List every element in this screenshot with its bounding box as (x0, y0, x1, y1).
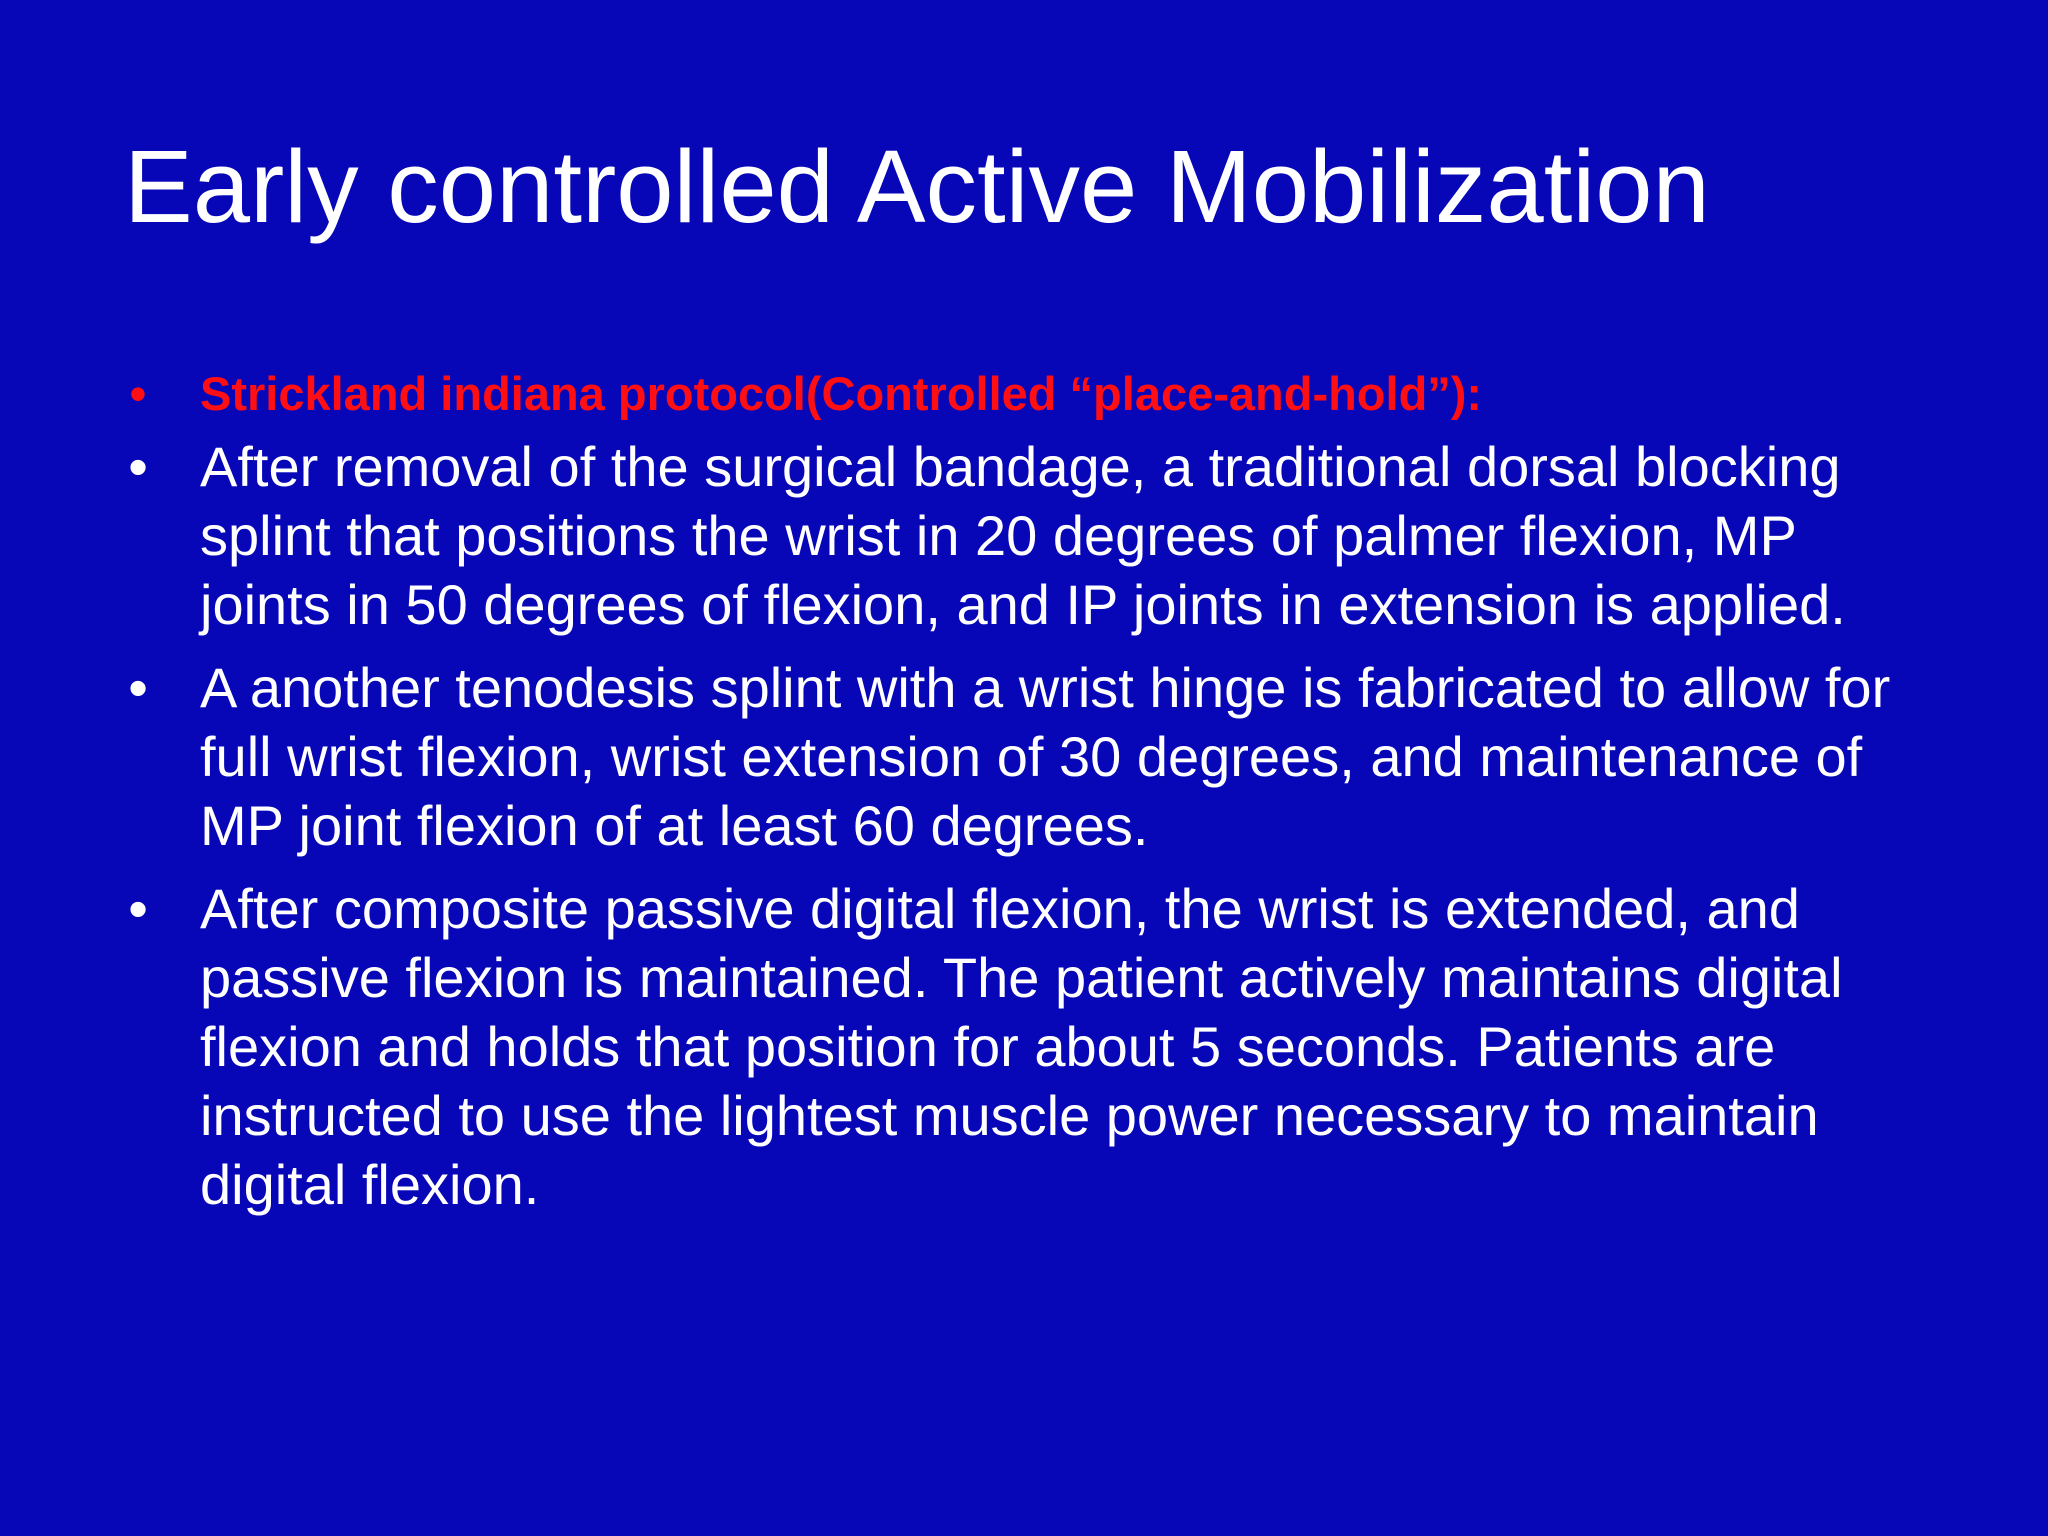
bullet-item-splint (118, 432, 1918, 639)
bullet-marker: • (128, 656, 148, 719)
bullet-item-flexion (118, 874, 1918, 1219)
bullet-marker: • (129, 367, 147, 420)
bullet-text: Strickland indiana protocol(Controlled “place-and-hold”): (200, 367, 1483, 420)
bullet-item-protocol (118, 360, 1918, 428)
bullet-item-tenodesis (118, 653, 1918, 860)
bullet-list (118, 360, 1918, 1233)
bullet-text: A another tenodesis splint with a wrist hinge is fabricated to allow for full wrist flexion, wrist extension of 30 degrees, and maintenance of MP joint flexion of at least 60 degrees. (200, 656, 1891, 857)
bullet-text: After composite passive digital flexion, the wrist is extended, and passive flexion is maintained. The patient actively maintains digital flexion and holds that position for about 5 seconds. Patients are instructed to use the lightest muscle power necessary to maintain digital flexion. (200, 877, 1843, 1216)
slide-title: Early controlled Active Mobilization (124, 129, 1710, 244)
bullet-marker: • (128, 435, 148, 498)
bullet-text: After removal of the surgical bandage, a traditional dorsal blocking splint that positions the wrist in 20 degrees of palmer flexion, MP joints in 50 degrees of flexion, and IP joints in extension is applied. (200, 435, 1846, 636)
bullet-marker: • (128, 877, 148, 940)
